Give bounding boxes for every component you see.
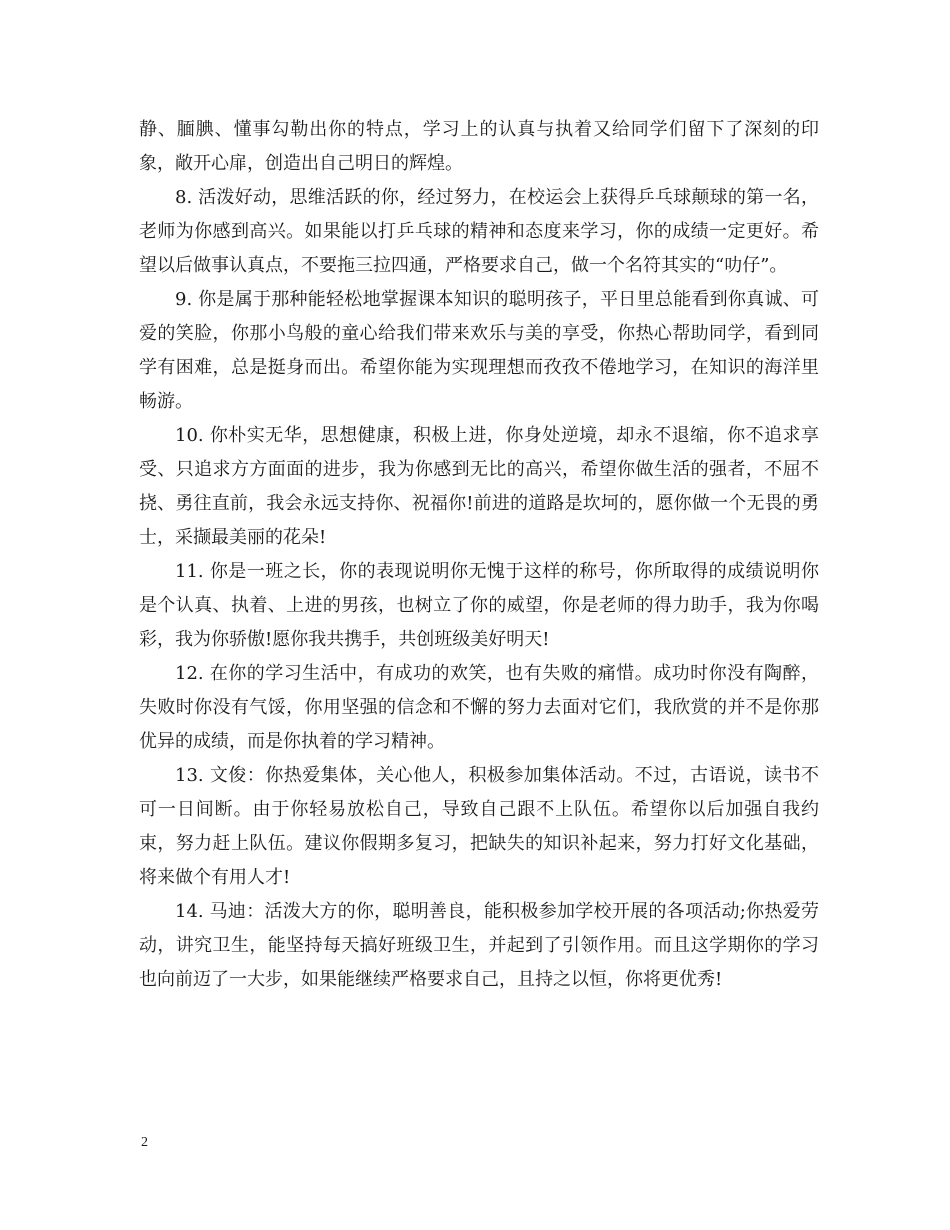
paragraph-14: 14. 马迪：活泼大方的你，聪明善良，能积极参加学校开展的各项活动;你热爱劳动，讲究卫生，能坚持每天搞好班级卫生，并起到了引领作用。而且这学期你的学习也向前迈了一大步，如果能继续严格要求自己，且持之以恒，你将更优秀! — [139, 901, 819, 990]
paragraph-10: 10. 你朴实无华，思想健康，积极上进，你身处逆境，却永不退缩，你不追求享受、只追求方方面面的进步，我为你感到无比的高兴，希望你做生活的强者，不屈不挠、勇往直前，我会永远支持你、祝福你!前进的道路是坎坷的，愿你做一个无畏的勇士，采撷最美丽的花朵! — [139, 425, 819, 548]
paragraph-13: 13. 文俊：你热爱集体，关心他人，积极参加集体活动。不过，古语说，读书不可一日间断。由于你轻易放松自己，导致自己跟不上队伍。希望你以后加强自我约束，努力赶上队伍。建议你假期多复习，把缺失的知识补起来，努力打好文化基础，将来做个有用人才! — [139, 765, 819, 888]
paragraph-9: 9. 你是属于那种能轻松地掌握课本知识的聪明孩子，平日里总能看到你真诚、可爱的笑脸，你那小鸟般的童心给我们带来欢乐与美的享受，你热心帮助同学，看到同学有困难，总是挺身而出。希望你能为实现理想而孜孜不倦地学习，在知识的海洋里畅游。 — [139, 289, 819, 412]
paragraph-8: 8. 活泼好动，思维活跃的你，经过努力，在校运会上获得乒乓球颠球的第一名，老师为你感到高兴。如果能以打乒乓球的精神和态度来学习，你的成绩一定更好。希望以后做事认真点，不要拖三拉四通，严格要求自己，做一个名符其实的“叻仔”。 — [139, 187, 819, 276]
document-body — [139, 113, 819, 997]
page-number: 2 — [141, 1135, 148, 1150]
paragraph-12: 12. 在你的学习生活中，有成功的欢笑，也有失败的痛惜。成功时你没有陶醉，失败时你没有气馁，你用坚强的信念和不懈的努力去面对它们，我欣赏的并不是你那优异的成绩，而是你执着的学习精神。 — [139, 663, 819, 752]
paragraph-continued: 静、腼腆、懂事勾勒出你的特点，学习上的认真与执着又给同学们留下了深刻的印象，敞开心扉，创造出自己明日的辉煌。 — [139, 119, 819, 174]
paragraph-11: 11. 你是一班之长，你的表现说明你无愧于这样的称号，你所取得的成绩说明你是个认真、执着、上进的男孩，也树立了你的威望，你是老师的得力助手，我为你喝彩，我为你骄傲!愿你我共携手，共创班级美好明天! — [139, 561, 819, 650]
